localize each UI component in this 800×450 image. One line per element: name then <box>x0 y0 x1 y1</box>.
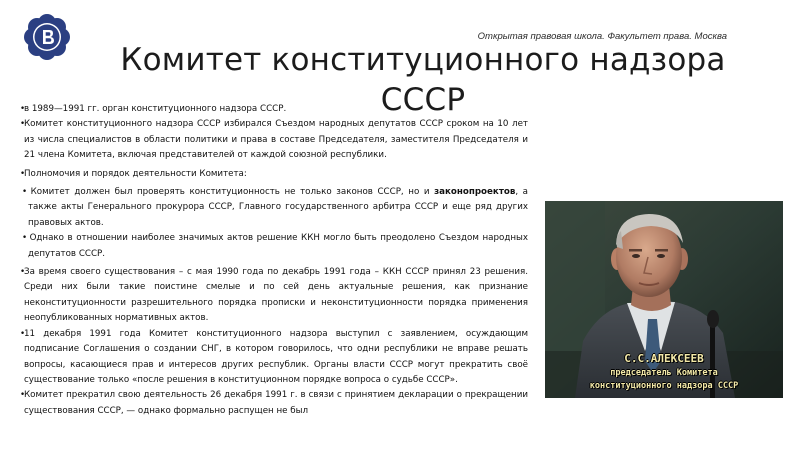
caption-role-line-1: председатель Комитета <box>610 368 718 378</box>
bullet-6-text: За время своего существования – с мая 1990 года по декабрь 1991 года – ККН СССР принял 23 решения. Среди них были такие поистине смелые и по сей день актуальные решения, как признание неконституционности разрешительного порядка прописки и неконституционности порядка применения неопубликованных нормативных актов. <box>24 267 528 324</box>
caption-role-line-2: конституционного надзора СССР <box>589 381 739 391</box>
bullet-4-text-end: , а также акты Генерального прокурора СССР, Главного государственного арбитра СССР и еще ряд других правовых актов. <box>28 187 528 228</box>
bullet-4 <box>20 185 528 231</box>
bullet-8-text: Комитет прекратил свою деятельность 26 декабря 1991 г. в связи с принятием декларации о прекращении существования СССР, — однако формально распущен не был <box>24 390 528 416</box>
bullet-8 <box>20 388 528 419</box>
bullet-4-keyword: законопроектов <box>434 187 516 198</box>
bullet-dot: • <box>20 168 26 179</box>
bullet-7 <box>20 327 528 389</box>
content-body <box>20 102 528 419</box>
bullet-dot: • <box>22 187 28 198</box>
caption-name: С.С.АЛЕКСЕЕВ <box>624 352 704 365</box>
bullet-dot: • <box>20 267 26 278</box>
bullet-2 <box>20 117 528 163</box>
bullet-7-text: 11 декабря 1991 года Комитет конституционного надзора выступил с заявлением, осуждающим подписание Соглашения о создании СНГ, в котором говорилось, что одни республики не вправе решать вопросы, касающиеся прав и интересов других республик. Органы власти СССР могут прекратить своё существование только «после решения в конституционном порядке вопроса о судьбе СССР». <box>24 328 528 385</box>
school-caption: Открытая правовая школа. Факультет права. Москва <box>477 31 727 42</box>
university-logo <box>24 14 70 60</box>
university-emblem-icon <box>24 14 70 60</box>
bullet-6 <box>20 265 528 327</box>
bullet-1 <box>20 102 528 117</box>
title-line-1: Комитет конституционного надзора <box>120 42 726 78</box>
bullet-3 <box>20 167 528 182</box>
bullet-3-text: Полномочия и порядок деятельности Комитета: <box>24 168 247 179</box>
bullet-1-text: в 1989—1991 гг. орган конституционного надзора СССР. <box>24 104 287 114</box>
bullet-5-text: Однако в отношении наиболее значимых актов решение ККН могло быть преодолено Съездом народных депутатов СССР. <box>28 233 528 259</box>
portrait-photo <box>545 201 783 398</box>
bullet-2-text: Комитет конституционного надзора СССР избирался Съездом народных депутатов СССР сроком на 10 лет из числа специалистов в области политики и права в составе Председателя, заместителя Председателя и 21 члена Комитета, включая представителей от каждой союзной республики. <box>24 119 528 161</box>
bullet-dot: • <box>20 328 26 339</box>
bullet-4-text-start: Комитет должен был проверять конституционность не только законов СССР, но и <box>30 187 435 198</box>
bullet-5 <box>20 231 528 262</box>
bullet-dot: • <box>22 233 28 244</box>
bullet-dot: • <box>20 119 26 130</box>
title-line-2: СССР <box>380 82 466 118</box>
bullet-dot: • <box>20 390 26 401</box>
bullet-dot: • <box>20 104 26 114</box>
